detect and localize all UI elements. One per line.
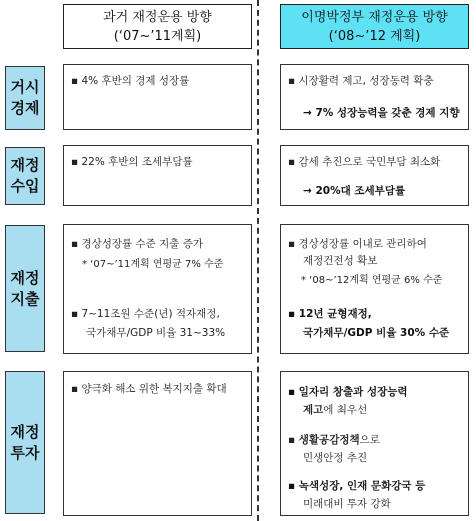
new-investment-plain-2: 에 최우선 bbox=[323, 404, 368, 416]
new-investment-bold-3: ▪ 생활공감정책 bbox=[288, 434, 360, 446]
new-revenue-line-1: ▪ 감세 추진으로 국민부담 최소화 bbox=[288, 156, 441, 168]
past-policy-header bbox=[63, 4, 252, 49]
new-expenditure-line-4: 국가채무/GDP 비율 30% 수준 bbox=[303, 327, 450, 339]
past-fiscal-revenue-cell bbox=[63, 145, 252, 206]
new-policy-header bbox=[280, 4, 469, 49]
new-header-period: (‘08~’12 계획) bbox=[328, 28, 421, 44]
past-revenue-line-1: ▪ 22% 후반의 조세부담률 bbox=[71, 156, 193, 168]
new-investment-line-5: ▪ 녹색성장, 인재 문화강국 등 bbox=[288, 480, 426, 492]
past-header-period: (‘07~’11계획) bbox=[113, 28, 202, 44]
row-label-fiscal-investment: 재정 투자 bbox=[5, 371, 45, 514]
new-header-title: 이명박정부 재정운용 방향 bbox=[301, 9, 448, 25]
new-revenue-line-2: → 20%대 조세부담률 bbox=[303, 185, 406, 197]
row-label-fiscal-revenue: 재정 수입 bbox=[5, 147, 45, 205]
new-expenditure-line-2: 재정건전성 확보 bbox=[303, 255, 378, 267]
new-macro-economy-cell bbox=[280, 64, 469, 130]
row-label-macro-economy: 거시 경제 bbox=[5, 66, 45, 130]
past-header-title: 과거 재정운용 방향 bbox=[103, 9, 212, 25]
past-macro-line-1: ▪ 4% 후반의 경제 성장률 bbox=[71, 75, 190, 87]
new-expenditure-line-1: ▪ 경상성장률 이내로 관리하여 bbox=[288, 238, 427, 250]
past-fiscal-investment-cell bbox=[63, 371, 252, 516]
past-macro-economy-cell bbox=[63, 64, 252, 130]
past-investment-line-1: ▪ 양극화 해소 위한 복지지출 확대 bbox=[71, 383, 227, 395]
past-expenditure-note: * ‘07~’11계획 연평균 7% 수준 bbox=[82, 259, 224, 270]
new-fiscal-revenue-cell bbox=[280, 145, 469, 206]
new-investment-line-2 bbox=[303, 402, 367, 417]
column-divider bbox=[257, 0, 259, 521]
row-label-fiscal-expenditure: 재정 지출 bbox=[5, 225, 45, 352]
new-investment-bold-2: 제고 bbox=[303, 404, 324, 416]
past-expenditure-line-3: 국가채무/GDP 비율 31~33% bbox=[86, 327, 226, 339]
new-expenditure-line-3: ▪ 12년 균형재정, bbox=[288, 308, 372, 320]
past-fiscal-expenditure-cell bbox=[63, 224, 252, 354]
past-expenditure-line-2: ▪ 7~11조원 수준(년) 적자재정, bbox=[71, 308, 220, 320]
new-investment-line-4: 민생안정 추진 bbox=[303, 452, 368, 464]
new-expenditure-note: * ‘08~’12계획 연평균 6% 수준 bbox=[301, 275, 443, 286]
new-fiscal-investment-cell bbox=[280, 371, 469, 516]
new-investment-line-6: 미래대비 투자 강화 bbox=[303, 498, 391, 510]
new-fiscal-expenditure-cell bbox=[280, 224, 469, 354]
new-investment-line-1: ▪ 일자리 창출과 성장능력 bbox=[288, 386, 408, 398]
new-investment-line-3 bbox=[288, 432, 380, 447]
new-macro-line-1: ▪ 시장활력 제고, 성장동력 확충 bbox=[288, 75, 434, 87]
new-investment-plain-3: 으로 bbox=[359, 434, 380, 446]
past-expenditure-line-1: ▪ 경상성장률 수준 지출 증가 bbox=[71, 238, 204, 250]
new-macro-line-2: → 7% 성장능력을 갖춘 경제 지향 bbox=[303, 107, 460, 119]
